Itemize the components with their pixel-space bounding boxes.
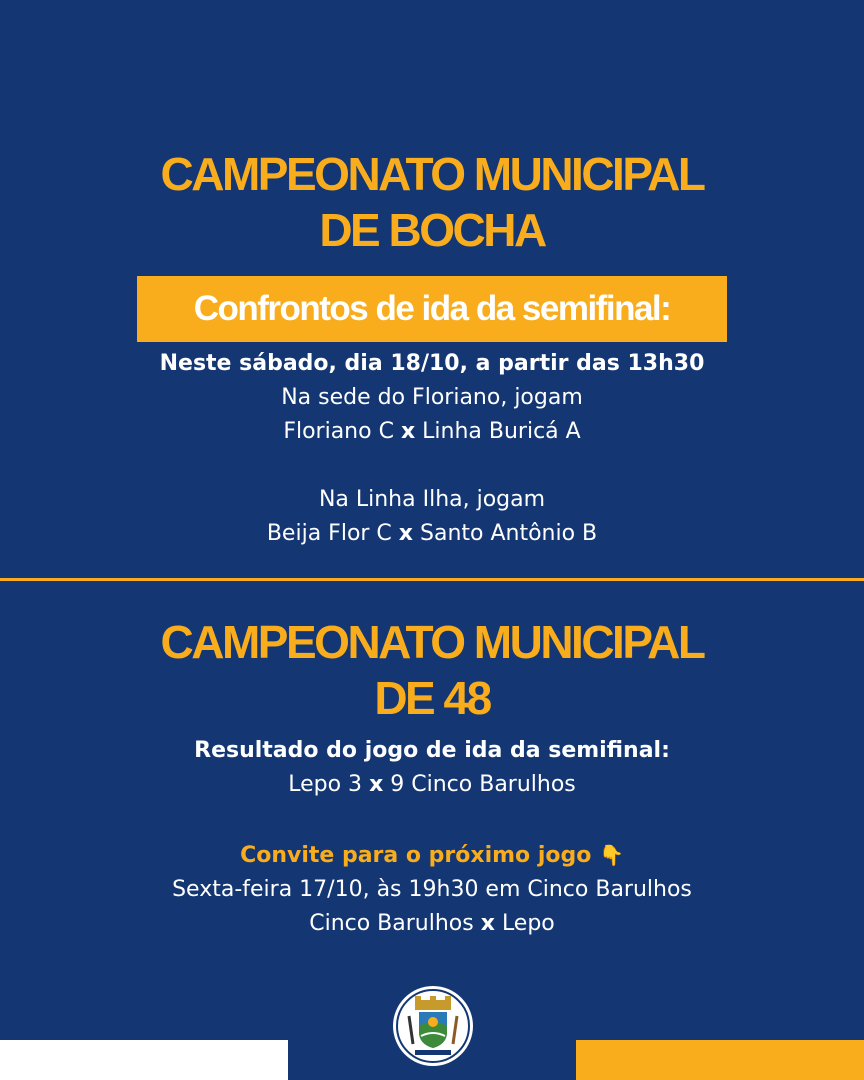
spacer (0, 449, 864, 483)
match1-versus: x (400, 419, 416, 444)
bocha-venue-2: Na Linha Ilha, jogam (318, 487, 546, 512)
pointing-down-hand-icon: 👇 (599, 843, 624, 867)
footer-bar-right (576, 1040, 864, 1080)
footer-bar-left (0, 1040, 288, 1080)
bocha-venue-1: Na sede do Floriano, jogam (281, 385, 583, 410)
invite-heading (0, 838, 864, 873)
semifinal-badge-wrap (0, 276, 864, 342)
next-versus: x (480, 911, 495, 936)
municipal-crest-logo (393, 986, 473, 1066)
result-home: Lepo 3 (288, 772, 363, 797)
c48-title-line2: DE 48 (374, 672, 490, 724)
c48-title-line1: CAMPEONATO MUNICIPAL (160, 616, 704, 668)
bocha-schedule (0, 347, 864, 551)
result-heading: Resultado do jogo de ida da semifinal: (194, 738, 670, 763)
c48-title (0, 614, 864, 726)
spacer (0, 802, 864, 838)
match1-home-team: Floriano C (283, 419, 394, 444)
bocha-title (0, 146, 864, 258)
match2-versus: x (398, 521, 413, 546)
semifinal-badge: Confrontos de ida da semifinal: (137, 276, 727, 342)
c48-result (0, 734, 864, 941)
bocha-date-line: Neste sábado, dia 18/10, a partir das 13h30 (159, 351, 705, 376)
match1-away-team: Linha Buricá A (422, 419, 581, 444)
bocha-match-2 (0, 517, 864, 551)
result-away: 9 Cinco Barulhos (390, 772, 576, 797)
invite-date: Sexta-feira 17/10, às 19h30 em Cinco Barulhos (172, 877, 692, 902)
next-home: Cinco Barulhos (309, 911, 474, 936)
next-match (0, 907, 864, 941)
bocha-title-line2: DE BOCHA (319, 204, 545, 256)
result-versus: x (369, 772, 384, 797)
bocha-match-1 (0, 415, 864, 449)
bocha-title-line1: CAMPEONATO MUNICIPAL (160, 148, 704, 200)
match2-home-team: Beija Flor C (266, 521, 392, 546)
next-away: Lepo (501, 911, 555, 936)
invite-heading-text: Convite para o próximo jogo (240, 843, 592, 868)
result-line (0, 768, 864, 802)
section-divider (0, 578, 864, 581)
match2-away-team: Santo Antônio B (420, 521, 598, 546)
crest-icon (393, 986, 473, 1066)
